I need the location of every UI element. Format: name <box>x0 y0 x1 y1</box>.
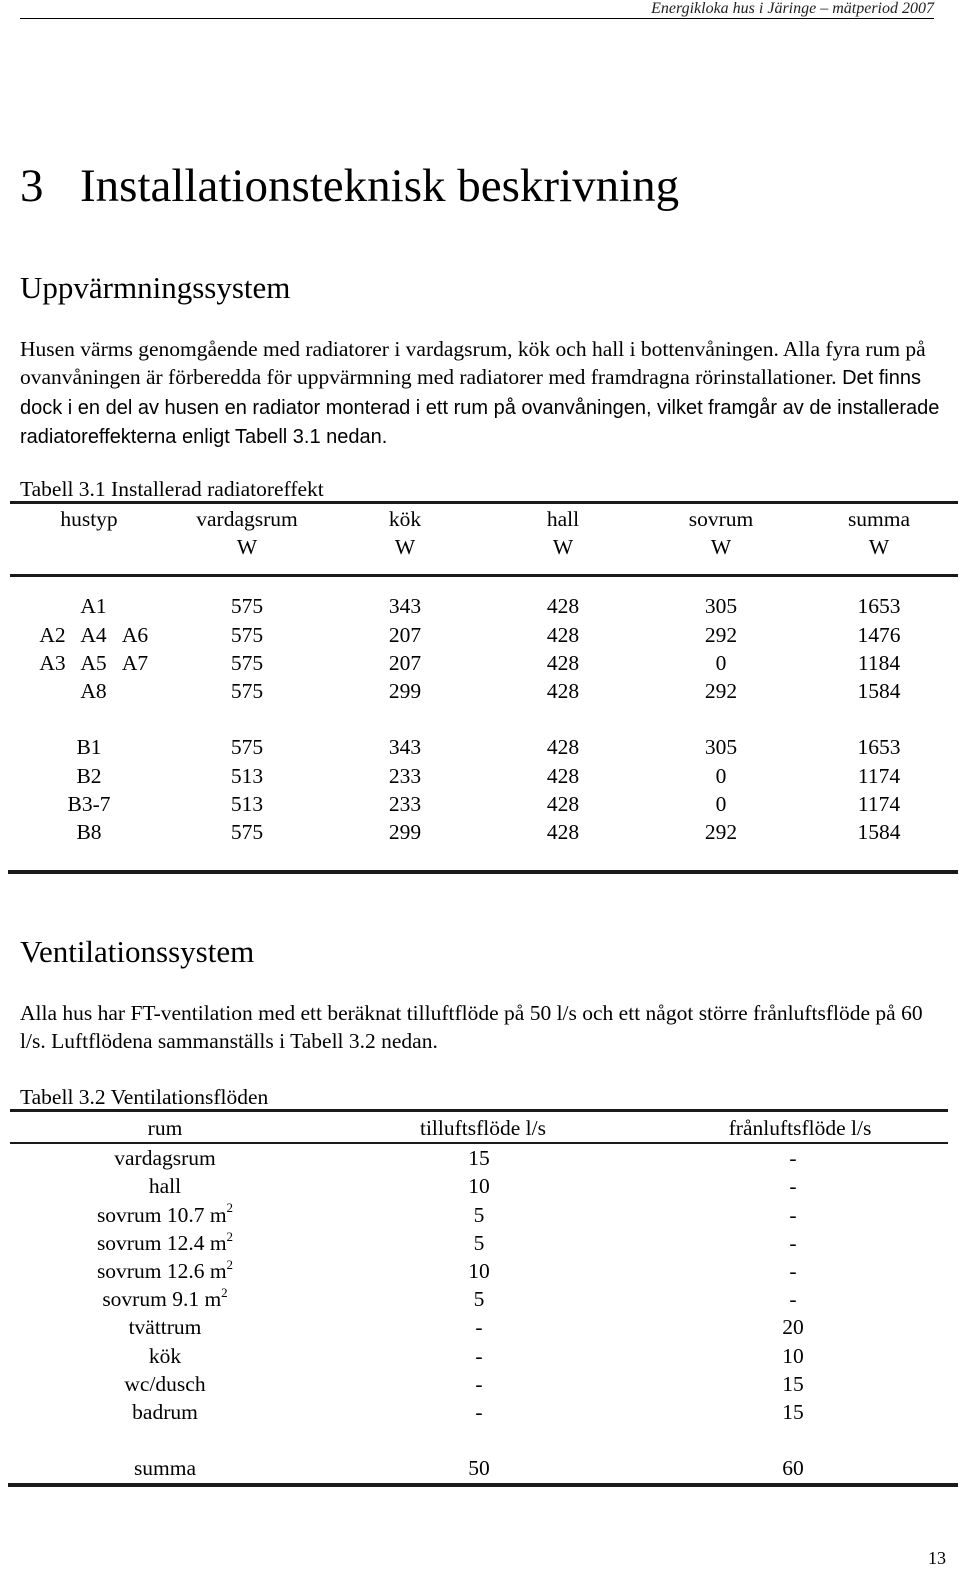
table-cell: 428 <box>546 650 580 675</box>
table-cell: 292 <box>704 622 738 647</box>
table-cell: 1174 <box>857 791 901 816</box>
room-cell <box>10 1172 320 1200</box>
table32-header-cell: frånluftsflöde l/s <box>728 1116 872 1140</box>
room-cell <box>10 1229 320 1257</box>
house-code: A6 <box>121 622 149 647</box>
page-number: 13 <box>928 1548 946 1568</box>
table-cell: 343 <box>388 594 422 619</box>
table31-header-spacer <box>10 561 958 574</box>
table31-group-spacer <box>10 705 958 733</box>
room-cell <box>10 1285 320 1313</box>
table31-unit-cell: W <box>552 535 574 560</box>
table31-unit-cell: W <box>710 535 732 560</box>
table31-top-rule <box>10 501 958 504</box>
superscript: 2 <box>221 1285 228 1301</box>
table-row <box>10 818 958 846</box>
table-cell: 575 <box>230 735 264 760</box>
room-name: hall <box>148 1174 182 1199</box>
table31-header-row <box>10 505 958 533</box>
room-name: tvättrum <box>128 1315 202 1340</box>
house-type-cell: B3-7 <box>67 791 111 816</box>
table31-body-spacer <box>10 577 958 592</box>
table-row <box>10 790 958 818</box>
table32-total-row <box>10 1454 948 1482</box>
exhaust-cell: 20 <box>782 1315 804 1340</box>
room-cell <box>10 1342 320 1370</box>
table31-header-cell: kök <box>388 507 422 531</box>
table31-caption: Tabell 3.1 Installerad radiatoreffekt <box>20 477 324 501</box>
table-cell: 428 <box>546 791 580 816</box>
house-type-cell: B2 <box>76 763 102 788</box>
room-cell <box>10 1201 320 1229</box>
table-cell: 343 <box>388 735 422 760</box>
supply-cell: 15 <box>468 1146 490 1171</box>
spacer-cell <box>10 577 958 592</box>
table-cell: 233 <box>388 791 422 816</box>
table-row <box>10 1172 948 1200</box>
house-code: A7 <box>121 650 149 675</box>
table31-unit-cell: W <box>868 535 890 560</box>
table-cell: 299 <box>388 679 422 704</box>
total-supply-cell: 50 <box>468 1456 490 1481</box>
table-row <box>10 592 958 620</box>
table-cell: 0 <box>715 650 727 675</box>
table-cell: 207 <box>388 650 422 675</box>
supply-cell: 5 <box>473 1230 485 1255</box>
table32-header-row <box>10 1114 948 1142</box>
house-type-cell <box>10 621 168 649</box>
table32-top-rule <box>10 1109 948 1112</box>
table-cell: 1653 <box>857 735 901 760</box>
table-cell: 1174 <box>857 763 901 788</box>
heating-paragraph-part1: Husen värms genomgående med radiatorer i vardagsrum, kök och hall i bottenvåningen. Alla fyra rum på ovanvåningen är förberedda för uppvärmning med radiatorer med framdragna rörinstallationer. <box>20 337 926 390</box>
total-label-cell: summa <box>133 1456 197 1481</box>
table-row <box>10 733 958 761</box>
table31-unit-row <box>10 533 958 561</box>
supply-cell: 10 <box>468 1174 490 1199</box>
table-cell: 305 <box>704 594 738 619</box>
table-cell: 1584 <box>857 679 901 704</box>
room-name: sovrum 12.6 m <box>96 1259 227 1284</box>
table-cell: 575 <box>230 594 264 619</box>
room-name: wc/dusch <box>124 1371 206 1396</box>
table31-bottom-rule <box>8 870 958 874</box>
table-cell: 233 <box>388 763 422 788</box>
table-cell: 207 <box>388 622 422 647</box>
house-type-cell: B8 <box>76 820 102 845</box>
supply-cell: 5 <box>473 1287 485 1312</box>
table-cell: 575 <box>230 820 264 845</box>
table-cell: 1184 <box>857 650 901 675</box>
table31-header-cell: sovrum <box>688 507 754 531</box>
room-name: sovrum 12.4 m <box>96 1230 227 1255</box>
house-type-cell <box>10 592 168 620</box>
room-name: vardagsrum <box>114 1146 216 1171</box>
room-cell <box>10 1370 320 1398</box>
heating-paragraph <box>20 335 950 451</box>
room-name: badrum <box>132 1400 198 1425</box>
table32-bottom-rule <box>8 1483 958 1487</box>
house-code: A4 <box>80 622 107 647</box>
table31-unit-cell: W <box>236 535 258 560</box>
table-row <box>10 1144 948 1172</box>
spacer-cell <box>10 1426 948 1454</box>
table-cell: 292 <box>704 679 738 704</box>
table-row <box>10 1398 948 1426</box>
supply-cell: - <box>475 1315 483 1340</box>
chapter-heading <box>20 158 679 214</box>
room-name: sovrum 10.7 m <box>96 1202 227 1227</box>
supply-cell: - <box>475 1343 483 1368</box>
table32-total-spacer <box>10 1426 948 1454</box>
table-cell: 0 <box>715 763 727 788</box>
table-cell: 575 <box>230 679 264 704</box>
room-cell <box>10 1144 320 1172</box>
superscript: 2 <box>226 1256 234 1272</box>
room-cell <box>10 1257 320 1285</box>
table-row <box>10 762 958 790</box>
table-cell: 1653 <box>857 594 901 619</box>
supply-cell: - <box>475 1371 483 1396</box>
supply-cell: - <box>475 1400 483 1425</box>
exhaust-cell: 10 <box>782 1343 804 1368</box>
table32-header-cell: rum <box>147 1116 183 1140</box>
table-row <box>10 1201 948 1229</box>
table31-unit-cell: W <box>394 535 416 560</box>
superscript: 2 <box>226 1228 234 1244</box>
exhaust-cell: - <box>789 1202 797 1227</box>
table-cell: 428 <box>546 594 580 619</box>
table-cell: 0 <box>715 791 727 816</box>
room-name: sovrum 9.1 m <box>102 1287 222 1312</box>
house-type-cell: B1 <box>76 735 102 760</box>
chapter-title: Installationsteknisk beskrivning <box>80 160 680 212</box>
house-code: A1 <box>80 594 107 619</box>
table-row <box>10 1257 948 1285</box>
room-cell <box>10 1313 320 1341</box>
exhaust-cell: - <box>789 1230 797 1255</box>
house-type-cell <box>10 677 168 705</box>
chapter-number: 3 <box>20 160 44 212</box>
table-cell: 513 <box>230 763 264 788</box>
table-cell: 575 <box>230 622 264 647</box>
table-row <box>10 1370 948 1398</box>
total-exhaust-cell: 60 <box>782 1456 804 1481</box>
room-cell <box>10 1398 320 1426</box>
supply-cell: 5 <box>473 1202 485 1227</box>
table-cell: 428 <box>546 820 580 845</box>
table-row <box>10 1229 948 1257</box>
table-cell: 513 <box>230 791 264 816</box>
table-cell: 575 <box>230 650 264 675</box>
radiator-power-table <box>10 505 958 846</box>
table-row <box>10 677 958 705</box>
table-row <box>10 1313 948 1341</box>
spacer-cell <box>10 705 958 733</box>
table-cell: 299 <box>388 820 422 845</box>
table32-header-cell: tilluftsflöde l/s <box>419 1116 546 1140</box>
table-cell: 428 <box>546 763 580 788</box>
table-cell: 428 <box>546 622 580 647</box>
exhaust-cell: - <box>789 1146 797 1171</box>
table-cell: 428 <box>546 735 580 760</box>
exhaust-cell: 15 <box>782 1371 804 1396</box>
exhaust-cell: - <box>789 1174 797 1199</box>
table31-header-cell: vardagsrum <box>196 507 298 531</box>
table31-header-cell: summa <box>847 507 911 531</box>
house-code: A2 <box>39 622 66 647</box>
heating-paragraph-part2: Det finns dock i en del av husen en radiator monterad i ett rum på ovanvåningen, vilket framgår av de installerade radiatoreffekterna enligt Tabell 3.1 nedan. <box>20 367 940 448</box>
table-cell: 1584 <box>857 820 901 845</box>
heating-heading: Uppvärmningssystem <box>20 270 291 305</box>
room-name: kök <box>148 1343 182 1368</box>
table-row <box>10 1342 948 1370</box>
running-header-text: Energikloka hus i Järinge – mätperiod 2007 <box>651 0 934 17</box>
table-cell: 305 <box>704 735 738 760</box>
table31-header-cell: hustyp <box>60 507 118 531</box>
house-code: A8 <box>80 679 107 704</box>
exhaust-cell: - <box>789 1287 797 1312</box>
house-code: A5 <box>80 650 107 675</box>
table-row <box>10 621 958 649</box>
table31-unit-cell <box>10 533 168 561</box>
supply-cell: 10 <box>468 1259 490 1284</box>
table-cell: 292 <box>704 820 738 845</box>
exhaust-cell: - <box>789 1259 797 1284</box>
spacer-cell <box>10 561 958 574</box>
ventilation-heading: Ventilationssystem <box>20 934 255 969</box>
running-header <box>20 0 934 19</box>
table-cell: 428 <box>546 679 580 704</box>
superscript: 2 <box>226 1200 234 1216</box>
table-row <box>10 1285 948 1313</box>
table31-header-cell: hall <box>546 507 580 531</box>
table-cell: 1476 <box>857 622 901 647</box>
exhaust-cell: 15 <box>782 1400 804 1425</box>
house-code: A3 <box>39 650 66 675</box>
ventilation-paragraph: Alla hus har FT-ventilation med ett beräknat tilluftflöde på 50 l/s och ett något större frånluftsflöde på 60 l/s. Luftflödena sammanställs i Tabell 3.2 nedan. <box>20 1001 923 1054</box>
ventilation-flow-table <box>10 1114 948 1483</box>
house-type-cell <box>10 649 168 677</box>
table-row <box>10 649 958 677</box>
table32-caption: Tabell 3.2 Ventilationsflöden <box>20 1085 269 1109</box>
